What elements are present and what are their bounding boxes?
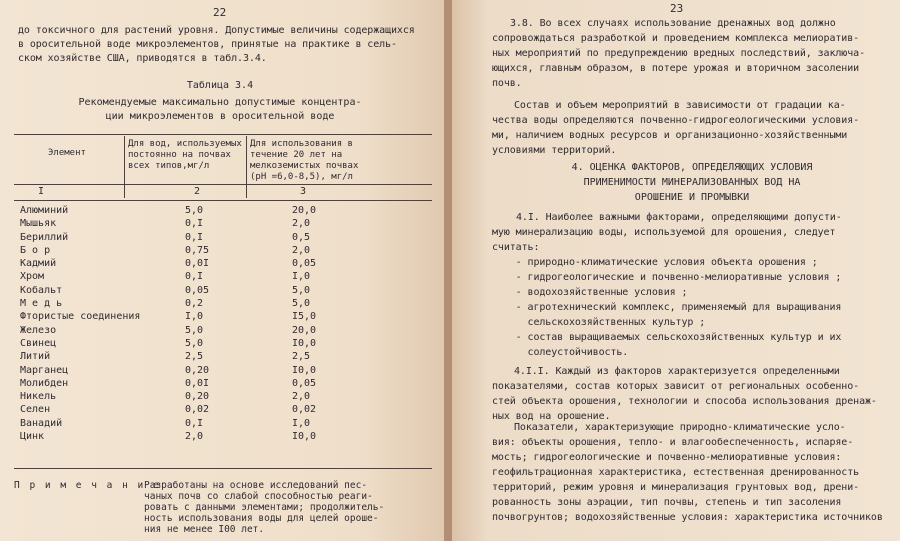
table-row [20, 404, 430, 417]
note-body [144, 480, 384, 535]
column-number: 3 [300, 186, 307, 197]
text-line: ных вод на орошение. [492, 411, 611, 422]
paragraph-3-8 [492, 16, 865, 91]
header-line: Для использования в [250, 139, 353, 149]
text-line: ющихся, главным образом, в потере урожая и вторичном засолении [492, 63, 860, 74]
table-row [20, 218, 430, 231]
cell-element: Свинец [20, 337, 57, 349]
table-label: Таблица 3.4 [186, 80, 254, 91]
table-title [0, 96, 440, 124]
note-line: чаных почв со слабой способностью реаги- [144, 491, 373, 502]
table-row [20, 391, 430, 404]
cell-permanent: 2,0 [185, 431, 204, 443]
cell-element: Кобальт [20, 284, 63, 296]
text-line: в оросительной воде микроэлементов, принятые на практике в сель- [18, 39, 397, 50]
heading-line: ОРОШЕНИЕ И ПРОМЫВКИ [634, 192, 750, 203]
heading-line: 4. ОЦЕНКА ФАКТОРОВ, ОПРЕДЕЛЯЮЩИХ УСЛОВИЯ [571, 162, 813, 173]
cell-twenty-years: 2,0 [292, 391, 311, 403]
table-row [20, 418, 430, 431]
cell-twenty-years: 5,0 [292, 298, 311, 310]
cell-element: Кадмий [20, 258, 57, 270]
cell-permanent: 5,0 [185, 324, 204, 336]
list-item: солеустойчивость. [492, 347, 629, 358]
cell-twenty-years: I0,0 [292, 364, 317, 376]
table-row [20, 311, 430, 324]
column-header-twenty-years [250, 139, 358, 183]
text-line: ных мероприятий по предупреждению вредных последствий, заключа- [492, 48, 865, 59]
text-line: мость; гидрогеологические и почвенно-мелиоративные условия: [492, 452, 842, 463]
note-line: Разработаны на основе исследований пес- [144, 480, 368, 491]
table-row [20, 205, 430, 218]
heading-line: ПРИМЕНИМОСТИ МИНЕРАЛИЗОВАННЫХ ВОД НА [583, 177, 801, 188]
header-line: Для вод, используемых [128, 139, 242, 149]
text-line: 4.I. Наиболее важными факторами, определяющими допусти- [516, 212, 842, 223]
table-row [20, 232, 430, 245]
cell-twenty-years: 20,0 [292, 205, 317, 216]
cell-element: Алюминий [20, 205, 69, 216]
table-row [20, 271, 430, 284]
header-line: мелкоземистых почвах [250, 161, 359, 171]
left-intro-paragraph [18, 24, 415, 66]
table-row [20, 258, 430, 271]
text-line: мую минерализацию воды, используемой для орошения, следует [492, 227, 836, 238]
cell-permanent: 0,I [185, 271, 204, 283]
text-line: показателями, состав которых зависит от региональных особенно- [492, 381, 860, 392]
list-item: сельскохозяйственных культур ; [492, 317, 706, 328]
cell-element: М е д ь [20, 298, 63, 310]
paragraph-measures [492, 98, 859, 158]
cell-twenty-years: I,0 [292, 417, 311, 429]
cell-twenty-years: 2,0 [292, 218, 311, 230]
cell-permanent: 0,0I [185, 258, 210, 270]
list-item: - гидрогеологические и почвенно-мелиоративные условия ; [492, 272, 842, 283]
cell-twenty-years: 2,5 [292, 351, 311, 363]
cell-permanent: 5,0 [185, 205, 204, 216]
table-body [20, 205, 430, 444]
cell-element: Литий [20, 351, 51, 363]
header-line: течение 20 лет на [250, 150, 343, 160]
cell-permanent: 0,I [185, 231, 204, 243]
cell-twenty-years: 0,05 [292, 258, 317, 270]
cell-twenty-years: I,0 [292, 271, 311, 283]
table-subheader-rule [14, 200, 432, 201]
table-header [10, 136, 430, 186]
text-line: геофильтрационная характеристика, естественная дренированность [492, 467, 860, 478]
paragraph-4-1-1 [492, 364, 877, 424]
text-line: Показатели, характеризующие природно-климатические усло- [514, 422, 846, 433]
cell-element: Ванадий [20, 417, 63, 429]
cell-permanent: 0,05 [185, 284, 210, 296]
text-line: почвогрунтов; водохозяйственные условия: характеристика источников [492, 512, 883, 523]
section-heading [492, 160, 892, 205]
cell-twenty-years: 5,0 [292, 284, 311, 296]
cell-permanent: 0,20 [185, 364, 210, 376]
cell-element: Никель [20, 391, 57, 403]
table-row [20, 298, 430, 311]
text-line: чества воды определяются почвенно-гидрогеологическими условия- [492, 115, 860, 126]
text-line: почв. [492, 78, 522, 89]
table-row [20, 378, 430, 391]
column-number: 2 [194, 186, 201, 197]
list-item: - водохозяйственные условия ; [492, 287, 688, 298]
table-row [20, 285, 430, 298]
table-row [20, 365, 430, 378]
list-item: - агротехнический комплекс, применяемый для выращивания [492, 302, 842, 313]
cell-twenty-years: 0,05 [292, 377, 317, 389]
table-top-rule [14, 134, 432, 135]
text-line: до токсичного для растений уровня. Допустимые величины содержащихся [18, 25, 415, 36]
cell-permanent: 0,0I [185, 377, 210, 389]
text-line: Состав и объем мероприятий в зависимости от градации ка- [514, 100, 846, 111]
text-line: считать: [492, 242, 540, 253]
cell-twenty-years: I0,0 [292, 337, 317, 349]
table-row [20, 351, 430, 364]
table-bottom-rule [14, 468, 432, 469]
text-line: условиями территорий. [492, 145, 617, 156]
cell-twenty-years: 20,0 [292, 324, 317, 336]
page-number-right: 23 [670, 2, 684, 15]
table-row [20, 338, 430, 351]
note-line: ровать с данными элементами; продолжитель- [144, 502, 385, 513]
cell-element: Селен [20, 404, 51, 416]
cell-twenty-years: I0,0 [292, 431, 317, 443]
note-line: ность использования воды для целей ороше- [144, 513, 379, 524]
paragraph-indicators [492, 420, 883, 525]
right-page [452, 0, 900, 541]
column-header-element: Элемент [48, 148, 86, 158]
cell-permanent: 0,2 [185, 298, 204, 310]
table-note [14, 480, 385, 535]
cell-element: Железо [20, 324, 57, 336]
table-row [20, 325, 430, 338]
header-line: постоянно на почвах [128, 150, 231, 160]
text-line: 4.I.I. Каждый из факторов характеризуется определенными [514, 366, 840, 377]
column-divider [246, 136, 247, 198]
list-item: - природно-климатические условия объекта орошения ; [492, 257, 818, 268]
text-line: стей объекта орошения, технологии и способа использования дренаж- [492, 396, 877, 407]
cell-permanent: 2,5 [185, 351, 204, 363]
cell-element: Бериллий [20, 231, 69, 243]
paragraph-4-1 [492, 210, 842, 360]
column-number: I [38, 186, 45, 197]
table-header-rule [14, 184, 432, 185]
cell-element: Хром [20, 271, 45, 283]
cell-permanent: 0,02 [185, 404, 210, 416]
cell-element: Б о р [20, 244, 51, 256]
cell-element: Фтористые соединения [20, 311, 141, 323]
cell-permanent: 0,I [185, 417, 204, 429]
table-title-line: Рекомендуемые максимально допустимые концентра- [78, 97, 362, 108]
cell-permanent: 5,0 [185, 337, 204, 349]
text-line: территорий, режим уровня и минерализация грунтовых вод, дрени- [492, 482, 860, 493]
table-row [20, 431, 430, 444]
text-line: сопровождаться разработкой и проведением комплекса мелиоратив- [492, 33, 860, 44]
text-line: ском хозяйстве США, приводятся в табл.3.4. [18, 53, 267, 64]
note-line: ния не менее I00 лет. [144, 524, 265, 535]
table-row [20, 245, 430, 258]
cell-permanent: 0,20 [185, 391, 210, 403]
cell-twenty-years: I5,0 [292, 311, 317, 323]
text-line: ми, наличием водных ресурсов и организационно-хозяйственными [492, 130, 848, 141]
cell-element: Марганец [20, 364, 69, 376]
cell-twenty-years: 0,5 [292, 231, 311, 243]
cell-element: Молибден [20, 377, 69, 389]
cell-twenty-years: 2,0 [292, 244, 311, 256]
note-label: П р и м е ч а н и е . [14, 480, 177, 491]
cell-permanent: 0,75 [185, 244, 210, 256]
text-line: рованность зоны аэрации, тип почвы, степень и тип засоления [492, 497, 842, 508]
left-page [0, 0, 447, 541]
header-line: всех типов,мг/л [128, 161, 210, 171]
page-number-left: 22 [213, 6, 227, 19]
cell-permanent: 0,I [185, 218, 204, 230]
table-title-line: ции микроэлементов в оросительной воде [105, 111, 335, 122]
text-line: вия: объекты орошения, тепло- и влагообеспеченность, испаряе- [492, 437, 854, 448]
list-item: - состав выращиваемых сельскохозяйственных культур и их [492, 332, 842, 343]
text-line: 3.8. Во всех случаях использование дренажных вод должно [510, 18, 836, 29]
header-line: (рН =6,0-8,5), мг/л [250, 172, 353, 182]
cell-element: Цинк [20, 431, 45, 443]
cell-twenty-years: 0,02 [292, 404, 317, 416]
column-divider [124, 136, 125, 198]
column-header-permanent [128, 139, 242, 172]
cell-permanent: I,0 [185, 311, 204, 323]
cell-element: Мышьяк [20, 218, 57, 230]
